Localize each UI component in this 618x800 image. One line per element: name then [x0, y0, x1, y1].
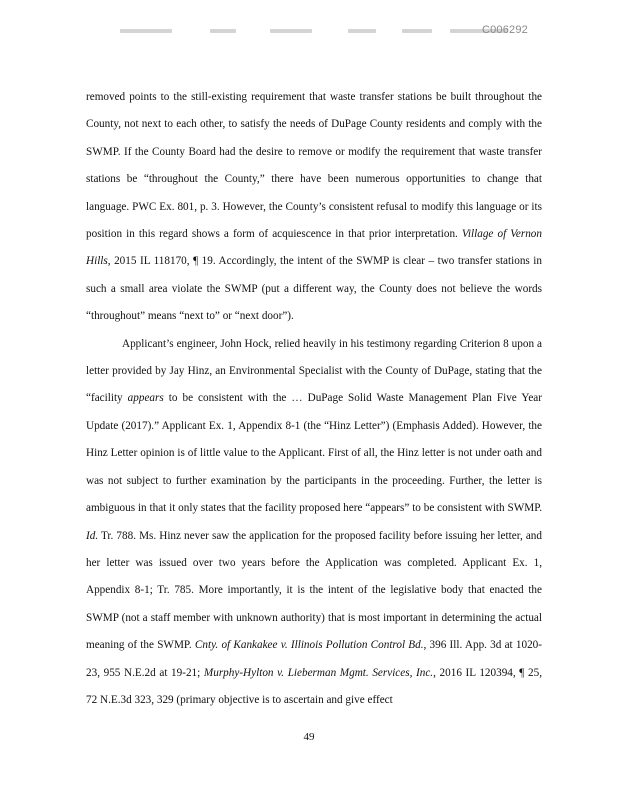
header-fragment: [402, 29, 432, 33]
italic-citation: Murphy-Hylton v. Lieberman Mgmt. Services, Inc.: [203, 666, 434, 679]
paragraph-text: , 2016 IL 120394, ¶ 25, 72 N.E.3d 323, 329 (primary objective is to ascertain and give effect: [86, 666, 542, 706]
paragraph-text: , 2015 IL 118170, ¶ 19. Accordingly, the intent of the SWMP is clear – two transfer stations in such a small area violate the SWMP (put a different way, the County does not believe the words “throughout” means “next to” or “next door”).: [86, 255, 542, 323]
paragraph-text: Tr. 788. Ms. Hinz never saw the application for the proposed facility before issuing her letter, and her letter was issued over two years before the Application was completed. Applicant Ex. 1, Appendix 8-1; Tr. 785. More importantly, it is the intent of the legislative body that enacted the SWMP (not a staff member with unknown authority) that is most important in determining the actual meaning of the SWMP.: [86, 529, 542, 652]
paragraph-text: removed points to the still-existing requirement that waste transfer stations be built throughout the County, not next to each other, to satisfy the needs of DuPage County residents and comply with the SWMP. If the County Board had the desire to remove or modify the requirement that waste transfer stations be “throughout the County,” there have been numerous opportunities to change that language. PWC Ex. 801, p. 3. However, the County’s consistent refusal to modify this language or its position in this regard shows a form of acquiescence in that prior interpretation.: [86, 91, 542, 241]
italic-citation: Cnty. of Kankakee v. Illinois Pollution Control Bd.: [194, 639, 424, 652]
header-fragment: [270, 29, 312, 33]
paragraph-text: , 396 Ill. App. 3d at 1020-23, 955 N.E.2d at 19-21;: [86, 639, 542, 679]
paragraph-text: to be consistent with the … DuPage Solid Waste Management Plan Five Year Update (2017).” Applicant Ex. 1, Appendix 8-1 (the “Hinz Letter”) (Emphasis Added). However, the Hinz Letter opinion is of little value to the Applicant. First of all, the Hinz letter is not under oath and was not subject to further examination by the participants in the proceeding. Further, the letter is ambiguous in that it only states that the facility proposed here “appears” to be consistent with SWMP.: [86, 392, 542, 515]
paragraph-text: Applicant’s engineer, John Hock, relied heavily in his testimony regarding Criterion 8 upon a letter provided by Jay Hinz, an Environmental Specialist with the County of DuPage, stating that the “facility: [86, 337, 542, 405]
header-fax-strip: [120, 26, 540, 40]
body-paragraph: [86, 84, 542, 331]
header-fragment: [348, 29, 376, 33]
body-paragraph: [86, 331, 542, 715]
italic-citation: appears: [127, 392, 164, 405]
document-body: [86, 84, 542, 714]
italic-citation: Id.: [86, 529, 99, 542]
header-fragment: [120, 29, 172, 33]
header-fragment: [210, 29, 236, 33]
bates-number: C006292: [481, 24, 528, 36]
page-number: 49: [303, 731, 315, 743]
italic-citation: Village of Vernon Hills: [86, 228, 542, 268]
